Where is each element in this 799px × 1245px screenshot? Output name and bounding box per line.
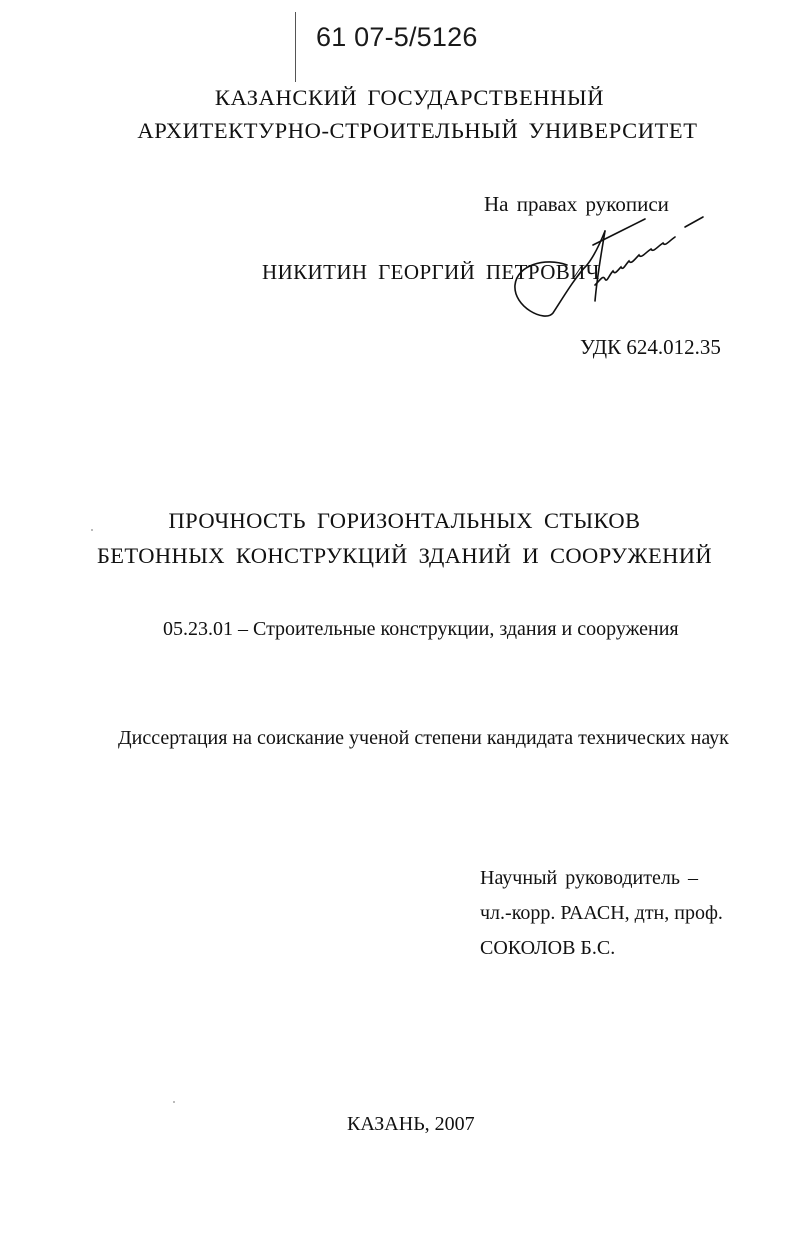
scan-speck <box>173 1101 175 1103</box>
institution-line-1: КАЗАНСКИЙ ГОСУДАРСТВЕННЫЙ <box>214 85 605 110</box>
degree-statement: Диссертация на соискание ученой степени кандидата технических наук <box>118 727 729 749</box>
title-line-1: ПРОЧНОСТЬ ГОРИЗОНТАЛЬНЫХ СТЫКОВ <box>168 508 641 533</box>
supervisor-name: СОКОЛОВ Б.С. <box>480 937 616 959</box>
title-line-2: БЕТОННЫХ КОНСТРУКЦИЙ ЗДАНИЙ И СООРУЖЕНИЙ <box>96 543 713 568</box>
signature-icon <box>505 205 725 335</box>
stamp-number: 61 07-5/5126 <box>316 22 478 52</box>
place-year: КАЗАНЬ, 2007 <box>347 1113 475 1135</box>
specialty-code: 05.23.01 – Строительные конструкции, здания и сооружения <box>163 618 679 640</box>
supervisor-credentials: чл.-корр. РААСН, дтн, проф. <box>480 902 723 924</box>
manuscript-rights: На правах рукописи <box>484 192 669 216</box>
margin-line <box>295 12 296 82</box>
institution-line-2: АРХИТЕКТУРНО-СТРОИТЕЛЬНЫЙ УНИВЕРСИТЕТ <box>137 118 698 143</box>
udk-code: УДК 624.012.35 <box>580 335 721 359</box>
author-name: НИКИТИН ГЕОРГИЙ ПЕТРОВИЧ <box>262 260 600 284</box>
supervisor-label: Научный руководитель – <box>480 867 698 889</box>
